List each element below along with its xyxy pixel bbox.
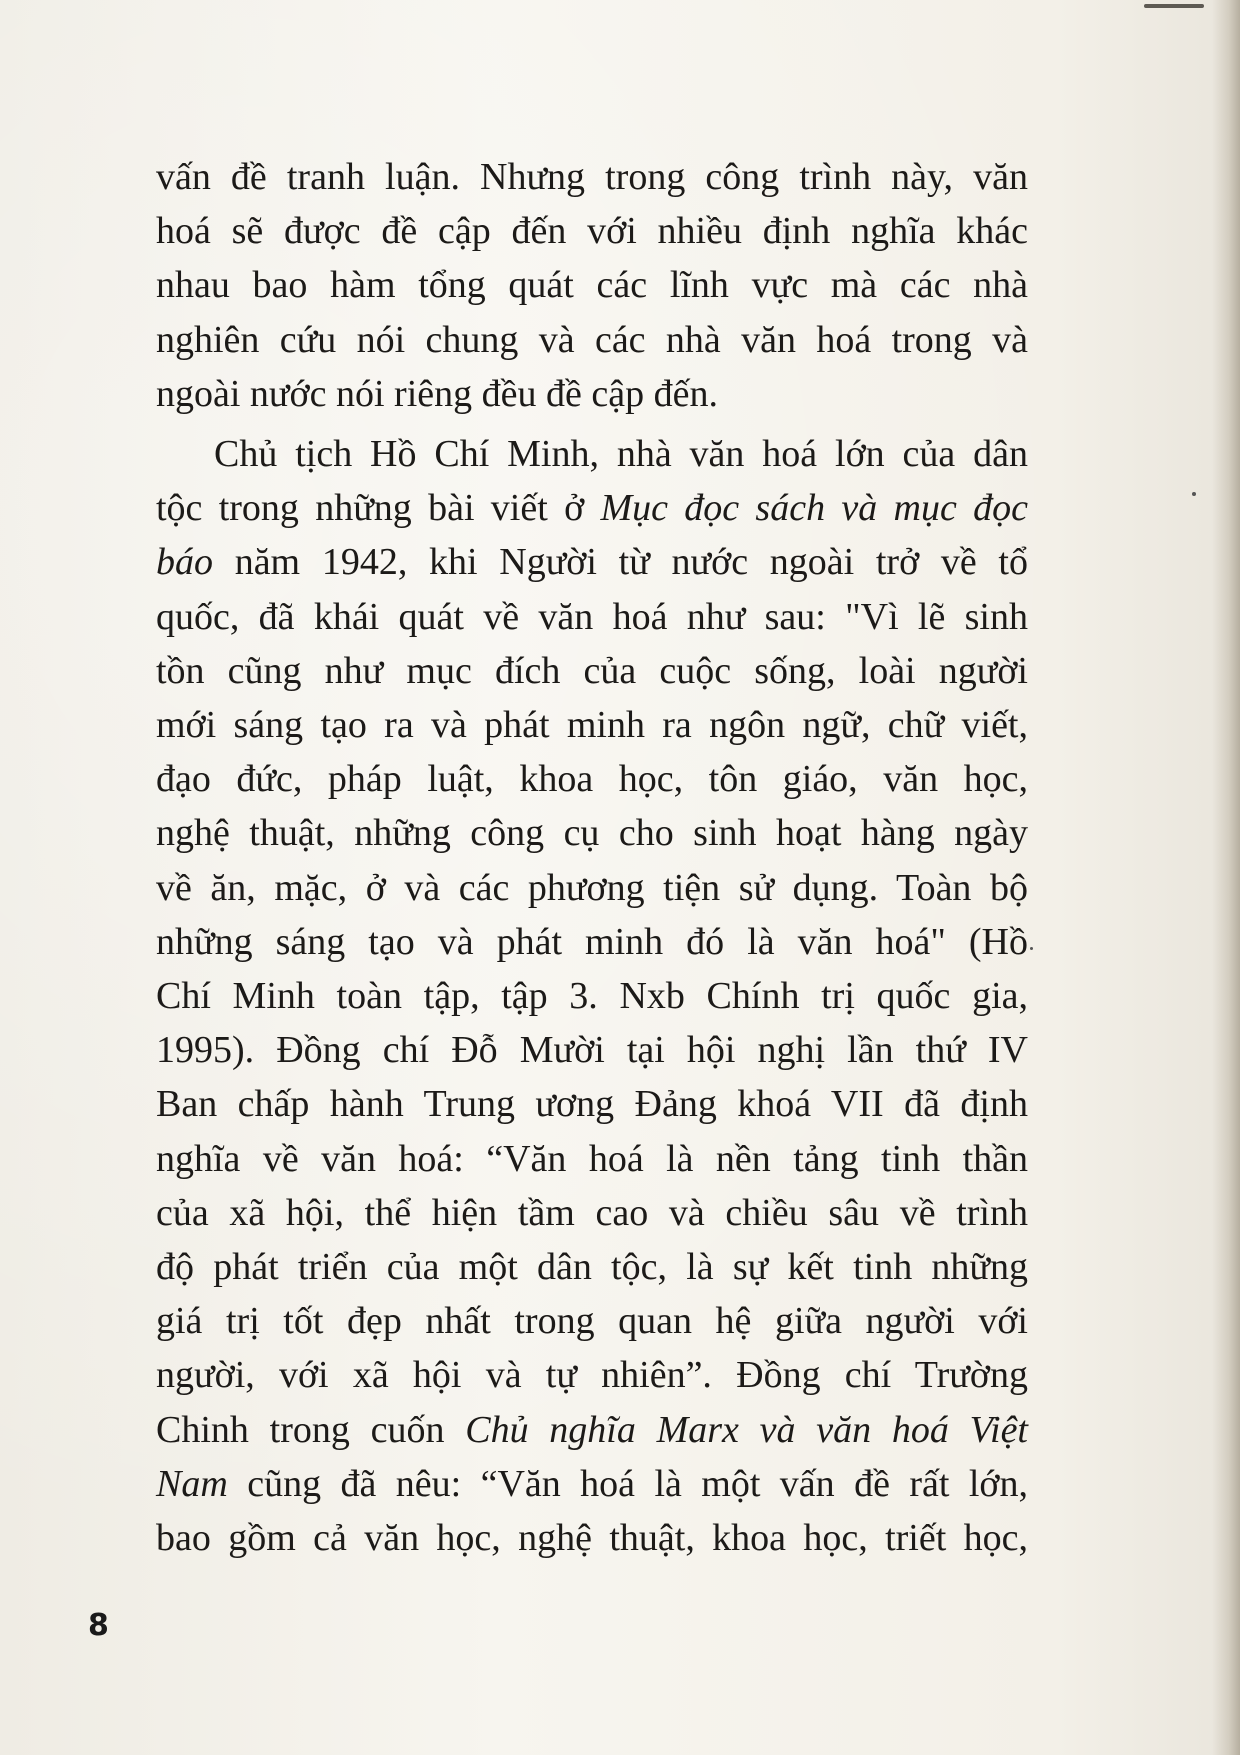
text-line: ngoài nước nói riêng đều đề cập đến. [156, 372, 718, 415]
paragraph-2 [156, 427, 1028, 1565]
scan-mark [1144, 4, 1204, 8]
text-line: về ăn, mặc, ở và các phương tiện sử dụng. Toàn bộ [156, 866, 1028, 909]
text-line: nghiên cứu nói chung và các nhà văn hoá trong và [156, 318, 1028, 361]
text-line: giá trị tốt đẹp nhất trong quan hệ giữa người với [156, 1300, 1028, 1343]
text-line [156, 535, 1028, 589]
text-line: Ban chấp hành Trung ương Đảng khoá VII đã định [156, 1083, 1028, 1126]
text-line: quốc, đã khái quát về văn hoá như sau: "Vì lẽ sinh [156, 595, 1028, 638]
page-number: 8 [88, 1608, 109, 1643]
text-run: Chinh trong cuốn [156, 1408, 466, 1451]
text-line: những sáng tạo và phát minh đó là văn hoá" (Hồ [156, 920, 1028, 963]
body-text [156, 150, 1028, 1565]
text-run: tộc trong những bài viết ở [156, 487, 601, 530]
page-edge-shadow [1212, 0, 1240, 1755]
text-line [156, 481, 1028, 535]
text-line: nghĩa về văn hoá: “Văn hoá là nền tảng tinh thần [156, 1137, 1028, 1180]
text-line: vấn đề tranh luận. Nhưng trong công trình này, văn [156, 156, 1028, 198]
text-line: Chí Minh toàn tập, tập 3. Nxb Chính trị quốc gia, [156, 975, 1028, 1018]
text-line: độ phát triển của một dân tộc, là sự kết tinh những [156, 1246, 1028, 1289]
scan-speck [1192, 492, 1196, 496]
text-line: nhau bao hàm tổng quát các lĩnh vực mà các nhà [156, 264, 1028, 307]
text-line: Chủ tịch Hồ Chí Minh, nhà văn hoá lớn của dân [214, 433, 1028, 476]
text-line: bao gồm cả văn học, nghệ thuật, khoa học, triết học, [156, 1517, 1028, 1560]
text-line: hoá sẽ được đề cập đến với nhiều định nghĩa khác [156, 210, 1028, 253]
text-line [156, 1457, 1028, 1511]
book-title-italic: Chủ nghĩa Marx và văn hoá Việt [465, 1408, 1028, 1451]
text-line: đạo đức, pháp luật, khoa học, tôn giáo, văn học, [156, 758, 1028, 801]
book-title-italic: Mục đọc sách và mục đọc [600, 487, 1028, 530]
text-line: của xã hội, thể hiện tầm cao và chiều sâu về trình [156, 1191, 1028, 1234]
text-line [156, 1403, 1028, 1457]
text-line: mới sáng tạo ra và phát minh ra ngôn ngữ, chữ viết, [156, 704, 1028, 747]
text-line: người, với xã hội và tự nhiên”. Đồng chí Trường [156, 1354, 1028, 1397]
text-run: năm 1942, khi Người từ nước ngoài trở về tổ [213, 541, 1028, 584]
text-line: nghệ thuật, những công cụ cho sinh hoạt hàng ngày [156, 812, 1028, 855]
text-run: cũng đã nêu: “Văn hoá là một vấn đề rất lớn, [227, 1462, 1028, 1505]
text-line: tồn cũng như mục đích của cuộc sống, loài người [156, 649, 1028, 692]
paragraph-1 [156, 150, 1028, 421]
text-line: 1995). Đồng chí Đỗ Mười tại hội nghị lần thứ IV [156, 1029, 1028, 1072]
book-title-italic: báo [156, 541, 213, 584]
book-title-italic: Nam [156, 1462, 228, 1505]
scan-speck [1030, 947, 1033, 950]
